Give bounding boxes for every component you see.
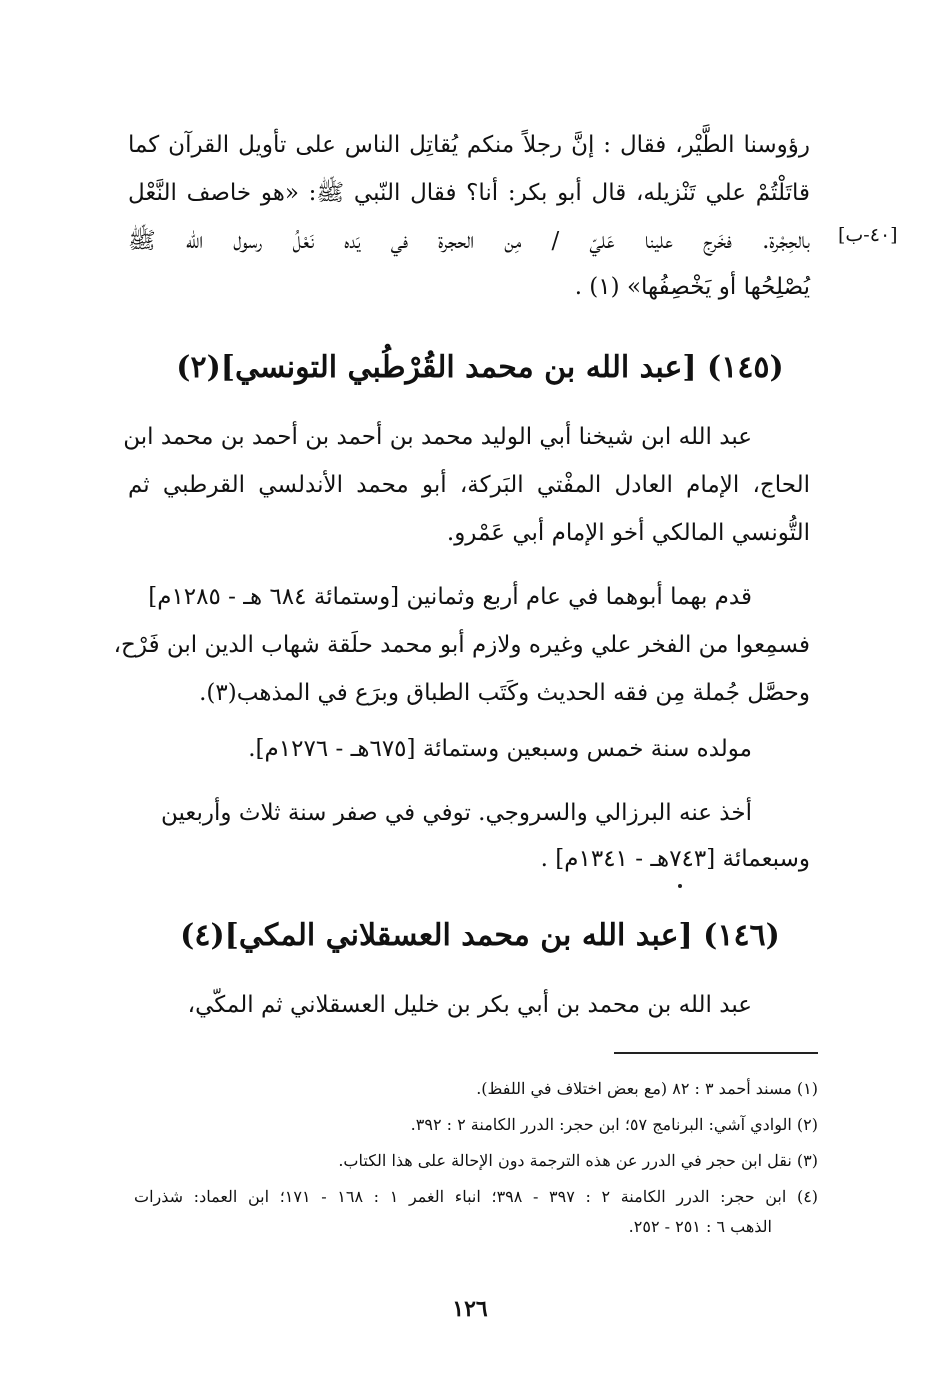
footnote: (٤) ابن حجر: الدرر الكامنة ٢ : ٣٩٧ - ٣٩٨؛ انباء الغمر ١ : ١٦٨ - ١٧١؛ ابن العماد: شذرات [134,1187,819,1206]
entry-heading: (١٤٥) [عبد الله بن محمد القُرْطُبي التونسي](٢) [176,350,784,385]
margin-folio-note: [٤٠-ب] [838,224,898,246]
text-line: عبد الله ابن شيخنا أبي الوليد محمد بن أحمد بن أحمد بن محمد ابن [123,424,752,450]
text-line: مولده سنة خمس وسبعين وستمائة [٦٧٥هـ - ١٢٧٦م]. [248,736,752,762]
text-line: يُصْلِحُها أو يَخْصِفُها» (١) . [574,274,810,300]
text-line: قاتَلْتُمْ علي تَنْزيله، قال أبو بكر: أنا؟ فقال النّبي ﷺ: «هو خاصف النَّعْل [128,180,810,206]
text-line: فسمِعوا من الفخر علي وغيره ولازم أبو محمد حلَقة شهاب الدين ابن فَرْح، [113,632,810,658]
text-line: وحصَّل جُملة مِن فقه الحديث وكَتَب الطباق وبرَع في المذهب(٣). [199,680,810,706]
text-line: رؤوسنا الطَّيْر، فقال : إنَّ رجلاً منكم يُقاتِل الناس على تأويل القرآن كما [128,132,810,158]
text-line: أخذ عنه البرزالي والسروجي. توفي في صفر سنة ثلاث وأربعين [160,800,752,826]
footnote-continuation: الذهب ٦ : ٢٥١ - ٢٥٢. [628,1217,772,1236]
text-line: بالحِجْرة. فخَرج علينا عَليّ / مِن الحجرة في يَده نَعْلُ رسول الله ﷺ [128,228,810,254]
text-line: عبد الله بن محمد بن أبي بكر بن خليل العسقلاني ثم المكّي، [187,992,752,1018]
text-line: وسبعمائة [٧٤٣هـ - ١٣٤١م] . [540,846,810,872]
text-line: الحاج، الإمام العادل المفْتي البَركة، أبو محمد الأندلسي القرطبي ثم [128,472,810,498]
text-line: التُّونسي المالكي أخو الإمام أبي عَمْرو. [446,520,810,546]
footnote-separator [614,1052,818,1054]
footnote: (٣) نقل ابن حجر في الدرر عن هذه الترجمة دون الإحالة على هذا الكتاب. [338,1151,818,1170]
footnote: (١) مسند أحمد ٣ : ٨٢ (مع بعض اختلاف في اللفظ). [476,1079,818,1098]
footnote: (٢) الوادي آشي: البرنامج ٥٧؛ ابن حجر: الدرر الكامنة ٢ : ٣٩٢. [410,1115,818,1134]
text-line: قدم بهما أبوهما في عام أربع وثمانين [وستمائة ٦٨٤ هـ - ١٢٨٥م] [148,584,752,610]
entry-heading: (١٤٦) [عبد الله بن محمد العسقلاني المكي](٤) [180,918,780,953]
ink-dot [678,884,682,888]
page-number: ١٢٦ [452,1296,488,1322]
